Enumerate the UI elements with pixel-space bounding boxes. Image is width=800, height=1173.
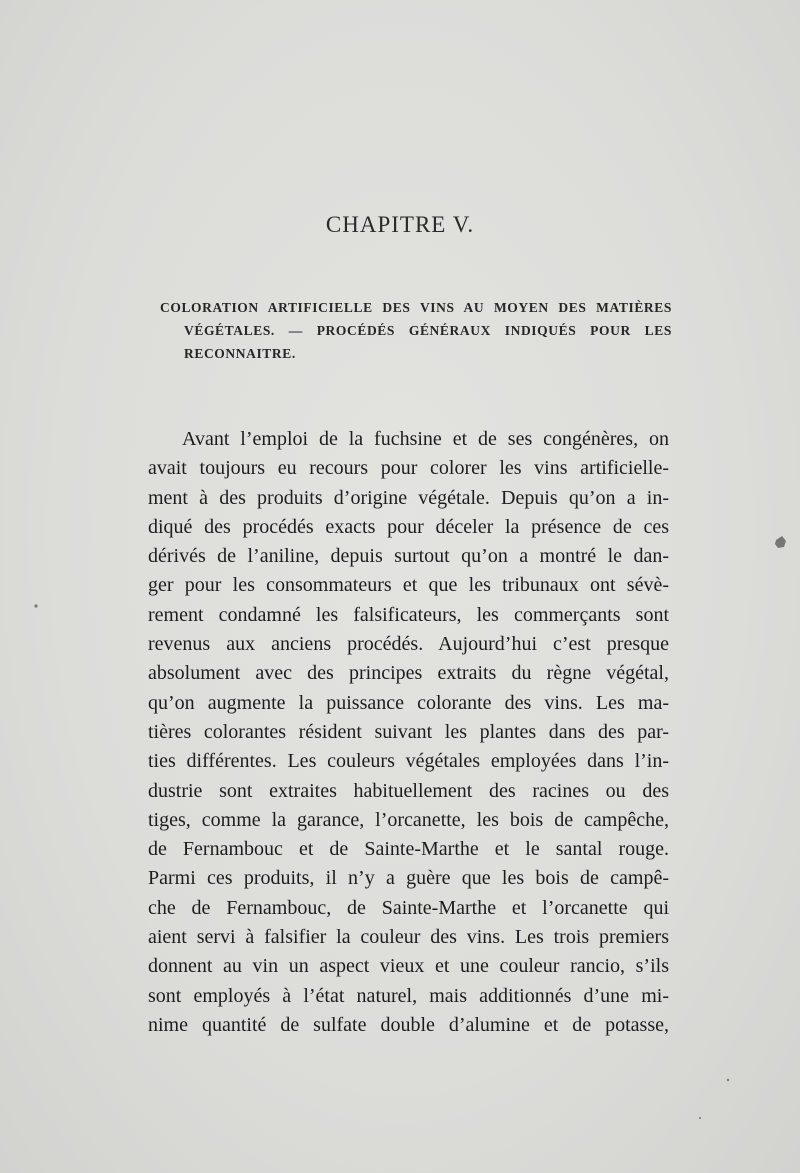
text-line: ties différentes. Les couleurs végétales employées dans l’in- bbox=[148, 750, 669, 773]
text-line: Parmi ces produits, il n’y a guère que les bois de campê- bbox=[148, 867, 669, 890]
text-line: absolument avec des principes extraits du règne végétal, bbox=[148, 662, 669, 685]
text-line: qu’on augmente la puissance colorante des vins. Les ma- bbox=[148, 691, 669, 714]
text-line: nime quantité de sulfate double d’alumine et de potasse, bbox=[148, 1013, 669, 1036]
text-line: dustrie sont extraites habituellement des racines ou des bbox=[148, 779, 669, 802]
text-line: aient servi à falsifier la couleur des vins. Les trois premiers bbox=[148, 926, 669, 949]
text-line: revenus aux anciens procédés. Aujourd’hui c’est presque bbox=[148, 633, 669, 656]
summary-line: COLORATION ARTIFICIELLE DES VINS AU MOYEN DES MATIÈRES bbox=[160, 300, 672, 315]
text-line: sont employés à l’état naturel, mais additionnés d’une mi- bbox=[148, 984, 669, 1007]
text-line: tières colorantes résident suivant les plantes dans des par- bbox=[148, 720, 669, 743]
text-line: che de Fernambouc, de Sainte-Marthe et l’orcanette qui bbox=[148, 896, 669, 919]
text-line: avait toujours eu recours pour colorer les vins artificielle- bbox=[148, 457, 669, 480]
chapter-summary bbox=[160, 296, 672, 365]
text-line: dérivés de l’aniline, depuis surtout qu’on a montré le dan- bbox=[148, 545, 669, 568]
text-line: diqué des procédés exacts pour déceler la présence de ces bbox=[148, 515, 669, 538]
chapter-title: CHAPITRE V. bbox=[325, 212, 475, 237]
text-line: de Fernambouc et de Sainte-Marthe et le santal rouge. bbox=[148, 838, 669, 861]
summary-line: VÉGÉTALES. — PROCÉDÉS GÉNÉRAUX INDIQUÉS POUR LES bbox=[184, 323, 672, 338]
text-line: ment à des produits d’origine végétale. Depuis qu’on a in- bbox=[148, 486, 669, 509]
summary-line: RECONNAITRE. bbox=[184, 346, 296, 361]
text-line: ger pour les consommateurs et que les tribunaux ont sévè- bbox=[148, 574, 669, 597]
ink-blot bbox=[775, 536, 786, 548]
text-line: donnent au vin un aspect vieux et une couleur rancio, s’ils bbox=[148, 955, 669, 978]
paper-speck bbox=[34, 604, 37, 607]
body-paragraph bbox=[148, 425, 669, 1040]
text-line: tiges, comme la garance, l’orcanette, les bois de campêche, bbox=[148, 808, 669, 831]
text-line: rement condamné les falsificateurs, les commerçants sont bbox=[148, 603, 669, 626]
paper-speck bbox=[727, 1079, 729, 1081]
paper-speck bbox=[699, 1117, 701, 1119]
text-line: Avant l’emploi de la fuchsine et de ses congénères, on bbox=[182, 428, 669, 450]
